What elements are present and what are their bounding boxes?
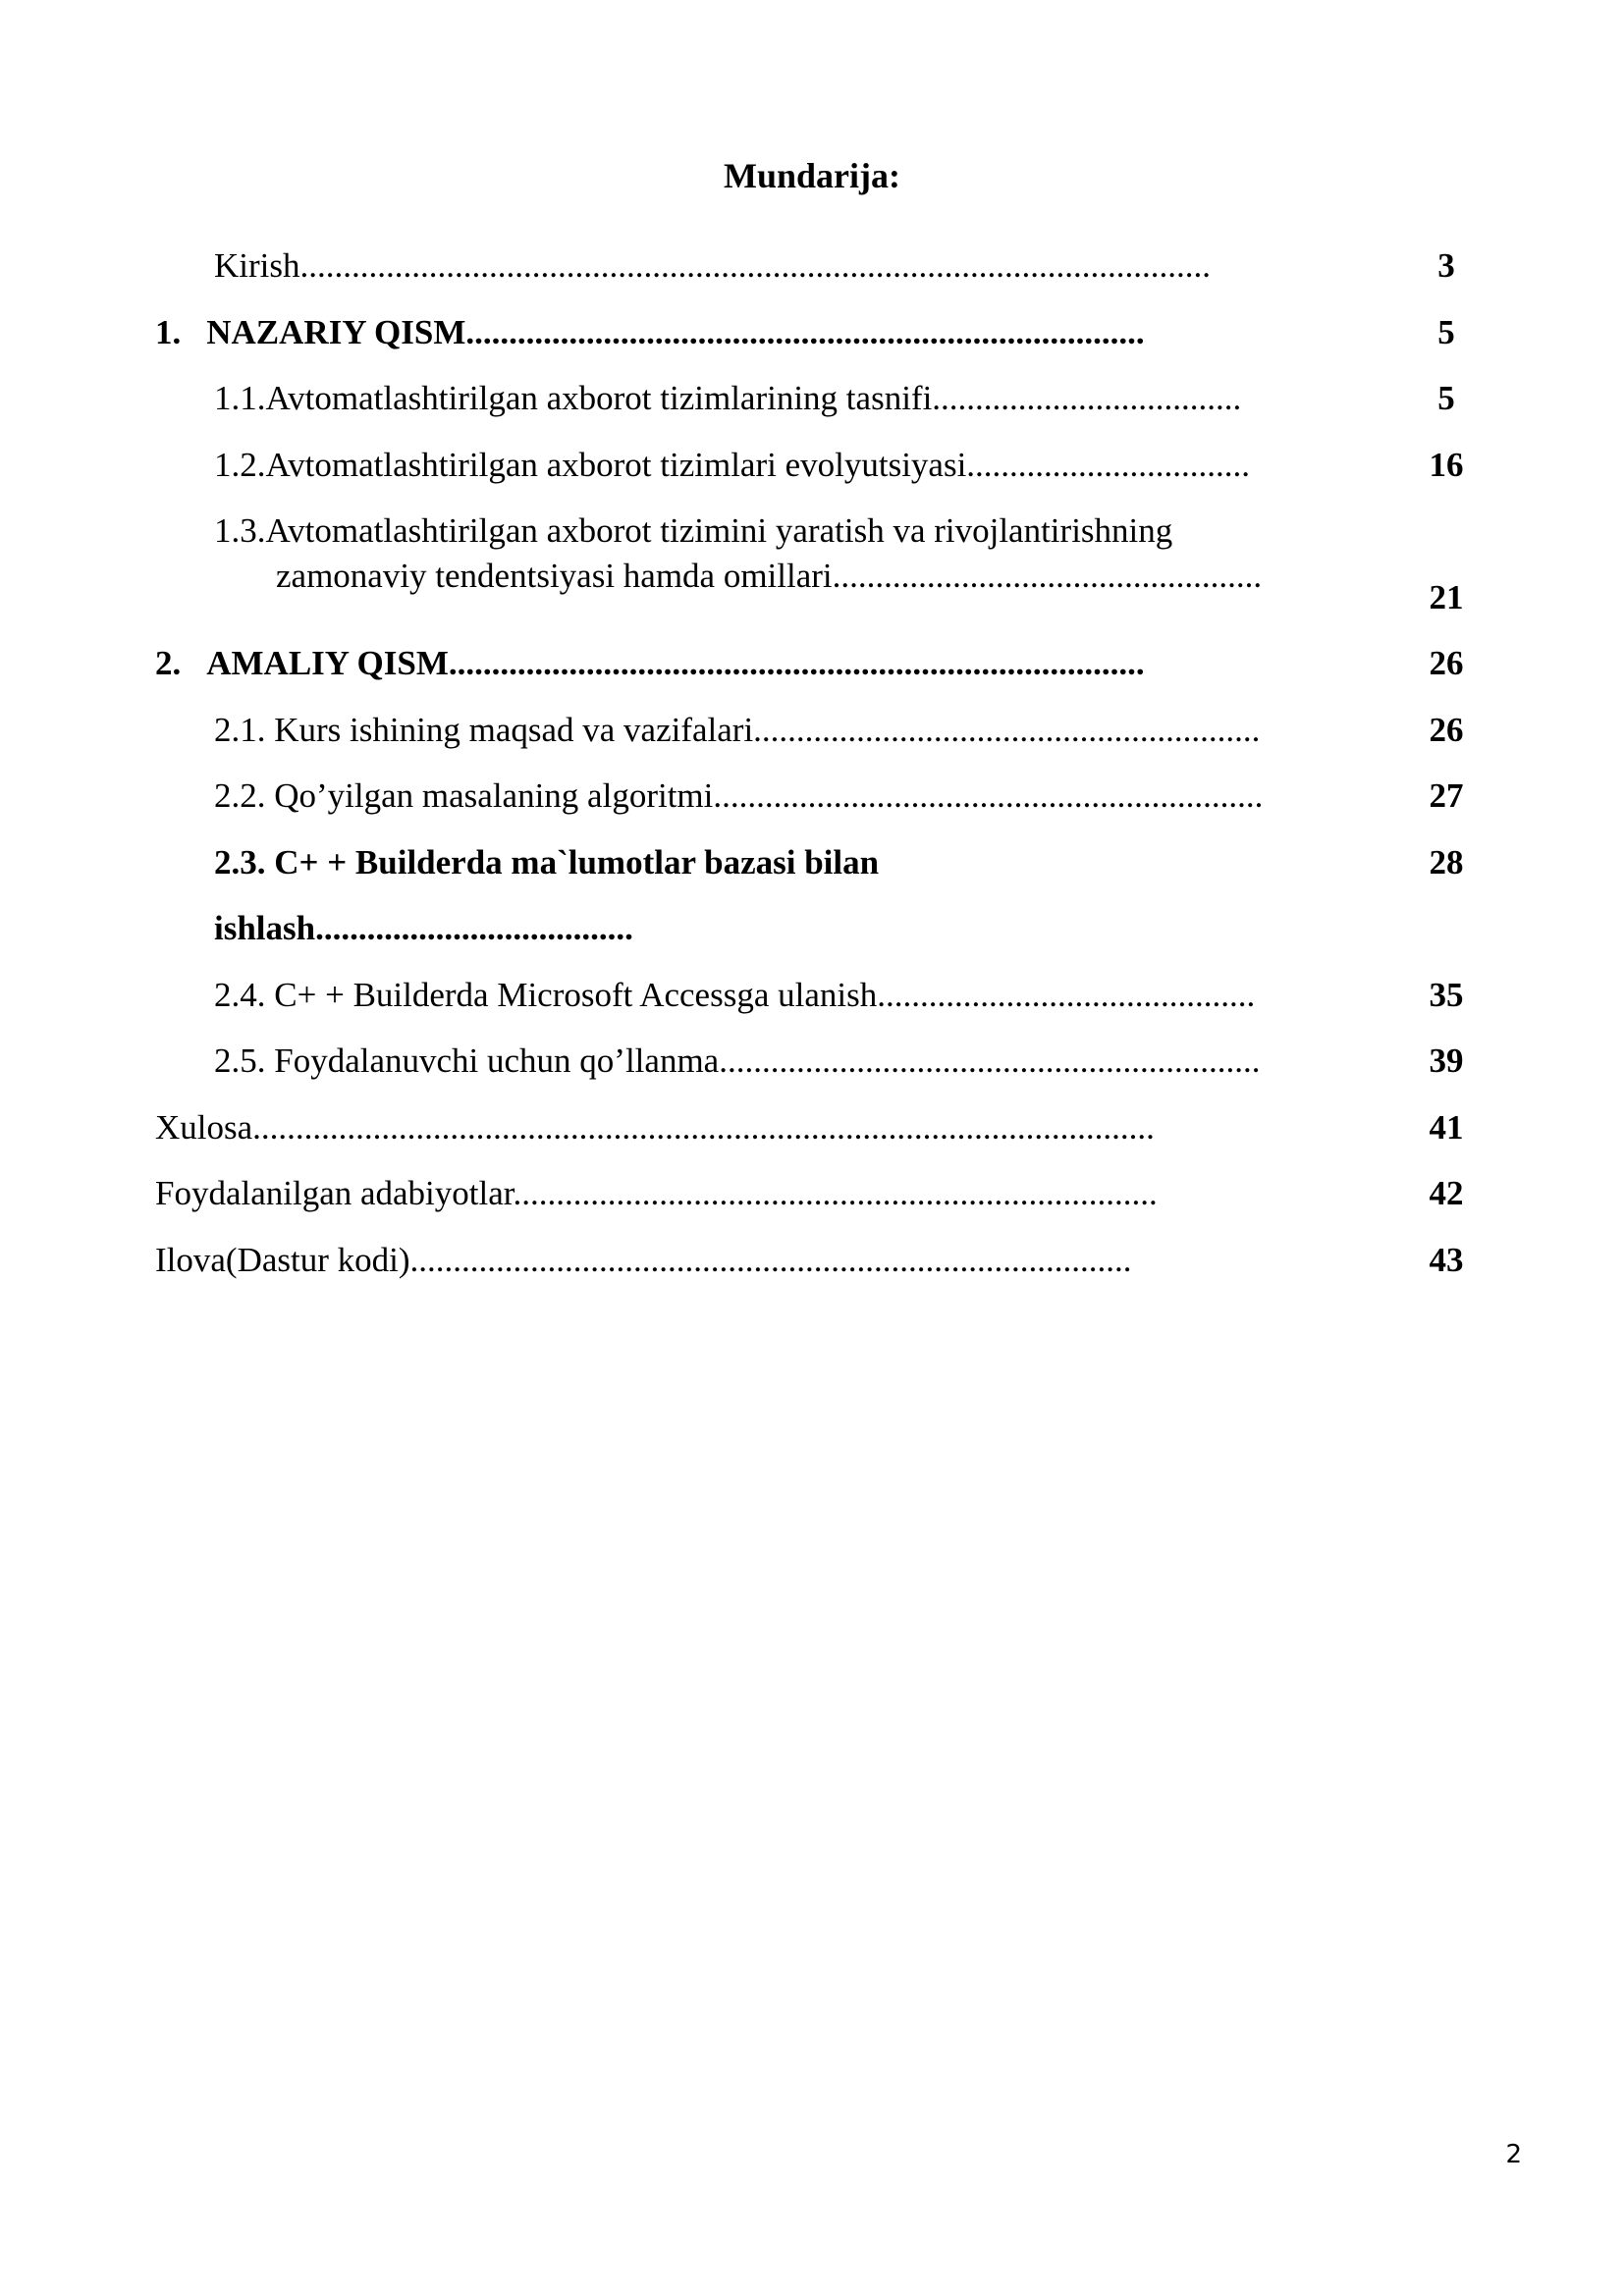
- toc-entry-number: 2.1.: [214, 711, 266, 749]
- toc-leader-dots: .................................: [966, 446, 1251, 484]
- toc-leader-dots: ............................................: [877, 976, 1256, 1014]
- toc-entry-text: C+ + Builderda Microsoft Accessga ulanish: [274, 976, 878, 1014]
- toc-entry-text: Avtomatlashtirilgan axborot tizimlarining tasnifi: [265, 379, 933, 417]
- toc-entry-2-2[interactable]: [214, 774, 1263, 818]
- toc-entry-text: Ilova(Dastur kodi): [155, 1241, 410, 1279]
- toc-entry-number: 2.3.: [214, 843, 266, 881]
- toc-entry-nazariy-qism[interactable]: [155, 311, 1145, 354]
- toc-entry-text: zamonaviy tendentsiyasi hamda omillari: [276, 557, 833, 595]
- toc-entry-2-5[interactable]: [214, 1040, 1260, 1083]
- toc-entry-text: Foydalanuvchi uchun qo’llanma: [274, 1041, 720, 1080]
- toc-page-number: 5: [1437, 313, 1455, 351]
- toc-entry-number: 2.5.: [214, 1041, 266, 1080]
- toc-entry-ilova[interactable]: [155, 1239, 1132, 1282]
- toc-entry-number: 1.1.: [214, 379, 266, 417]
- toc-entry-1-3[interactable]: [214, 509, 1172, 553]
- toc-entry-text: NAZARIY QISM: [206, 313, 466, 351]
- toc-leader-dots: ....................................................................................: [409, 1241, 1132, 1279]
- toc-entry-text: Xulosa: [155, 1108, 253, 1147]
- toc-entry-text: Kirish: [214, 246, 300, 285]
- toc-leader-dots: ...........................................................: [753, 711, 1261, 749]
- toc-page-number: 35: [1429, 976, 1464, 1014]
- toc-entry-number: 2.2.: [214, 776, 266, 815]
- toc-leader-dots: ...............................................................................: [465, 313, 1145, 351]
- toc-entry-xulosa[interactable]: [155, 1106, 1155, 1149]
- toc-entry-text: AMALIY QISM: [206, 644, 449, 682]
- toc-entry-2-3[interactable]: [214, 841, 879, 884]
- toc-page-number: 42: [1429, 1174, 1464, 1212]
- toc-page-number: 41: [1429, 1108, 1464, 1147]
- toc-page-number: 43: [1429, 1241, 1464, 1279]
- toc-page-number: 5: [1437, 379, 1455, 417]
- toc-entry-2-3-continued[interactable]: [214, 907, 633, 950]
- toc-entry-1-2[interactable]: [214, 444, 1250, 487]
- page-footer-number: 2: [1505, 2140, 1522, 2169]
- toc-page-number: 26: [1429, 644, 1464, 682]
- toc-leader-dots: ...........................................................................: [513, 1174, 1158, 1212]
- toc-page-number: 21: [1429, 578, 1464, 616]
- toc-entry-number: 1.2.: [214, 446, 266, 484]
- toc-leader-dots: ..........................................................................................................: [299, 246, 1211, 285]
- toc-entry-text: Qo’yilgan masalaning algoritmi: [274, 776, 714, 815]
- toc-page-number: 16: [1429, 446, 1464, 484]
- toc-page-number: 26: [1429, 711, 1464, 749]
- toc-entry-text: Kurs ishining maqsad va vazifalari: [274, 711, 754, 749]
- toc-entry-number: 1.: [155, 313, 182, 351]
- toc-entry-1-3-continued[interactable]: [276, 555, 1262, 598]
- toc-entry-adabiyotlar[interactable]: [155, 1172, 1158, 1215]
- toc-entry-text: ishlash: [214, 909, 316, 947]
- toc-entry-number: 2.: [155, 644, 182, 682]
- toc-leader-dots: ....................................: [932, 379, 1242, 417]
- toc-entry-text: Avtomatlashtirilgan axborot tizimini yaratish va rivojlantirishning: [265, 511, 1173, 550]
- toc-entry-2-4[interactable]: [214, 974, 1255, 1017]
- toc-entry-text: Avtomatlashtirilgan axborot tizimlari evolyutsiyasi: [265, 446, 967, 484]
- toc-leader-dots: ................................................................: [713, 776, 1264, 815]
- toc-entry-kirish[interactable]: [214, 244, 1211, 288]
- toc-page-number: 27: [1429, 776, 1464, 815]
- toc-entry-number: 1.3.: [214, 511, 266, 550]
- toc-page-number: 3: [1437, 246, 1455, 285]
- toc-leader-dots: .....................................: [315, 909, 633, 947]
- toc-page-number: 39: [1429, 1041, 1464, 1080]
- page-title: Mundarija:: [724, 156, 900, 195]
- toc-leader-dots: ..................................................: [832, 557, 1263, 595]
- toc-leader-dots: .................................................................................: [448, 644, 1145, 682]
- toc-entry-1-1[interactable]: [214, 377, 1241, 420]
- toc-leader-dots: ...............................................................: [719, 1041, 1261, 1080]
- toc-entry-2-1[interactable]: [214, 709, 1260, 752]
- toc-page-number: 28: [1429, 843, 1464, 881]
- toc-entry-number: 2.4.: [214, 976, 266, 1014]
- toc-entry-amaliy-qism[interactable]: [155, 642, 1145, 685]
- toc-leader-dots: .........................................................................................................: [252, 1108, 1155, 1147]
- toc-entry-text: Foydalanilgan adabiyotlar: [155, 1174, 514, 1212]
- toc-entry-text: C+ + Builderda ma`lumotlar bazasi bilan: [274, 843, 880, 881]
